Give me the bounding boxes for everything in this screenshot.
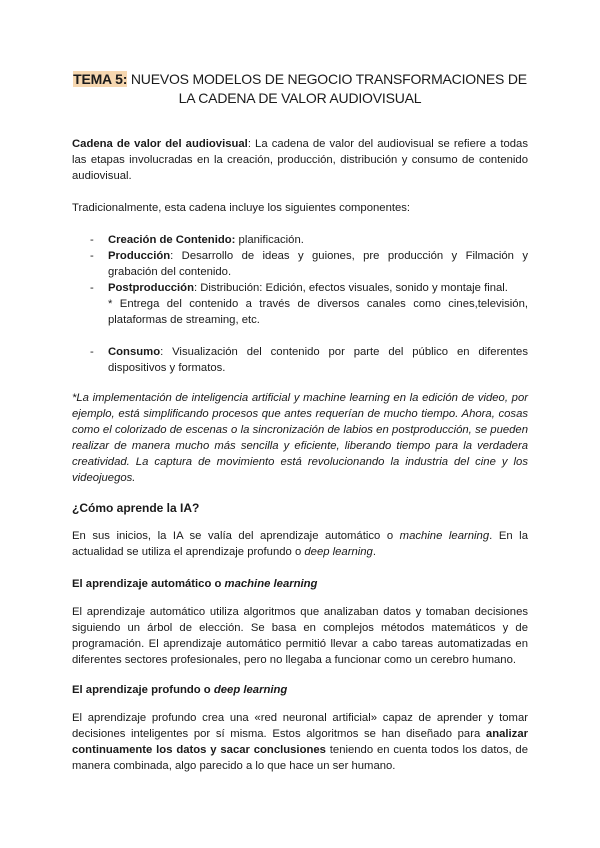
title-line-1: NUEVOS MODELOS DE NEGOCIO TRANSFORMACIONES DE (127, 71, 527, 87)
list-item: - Producción: Desarrollo de ideas y guiones, pre producción y Filmación y grabación del contenido. (90, 250, 528, 278)
page-title (60, 70, 540, 108)
section-heading-ia: ¿Cómo aprende la IA? (72, 501, 200, 515)
section-heading-dl: El aprendizaje profundo o deep learning (72, 684, 288, 696)
topic-label: TEMA 5: (73, 71, 128, 87)
intro-term: Cadena de valor del audiovisual (72, 138, 248, 150)
components-intro: Tradicionalmente, esta cadena incluye los siguientes componentes: (72, 202, 411, 214)
components-list (72, 232, 528, 376)
list-item: - Postproducción: Distribución: Edición, efectos visuales, sonido y montaje final. * Entrega del contenido a través de diversos canales como cines,televisión, plataformas de streaming, etc. (90, 282, 528, 326)
ia-paragraph: En sus inicios, la IA se valía del aprendizaje automático o machine learning. En la actualidad se utiliza el aprendizaje profundo o deep learning. (72, 530, 528, 558)
intro-text: : La cadena de valor del audiovisual se refiere a todas las etapas involucradas en la creación, producción, distribución y consumo de contenido audiovisual. (72, 138, 528, 182)
list-item: - Consumo: Visualización del contenido por parte del público en diferentes dispositivos y formatos. (90, 346, 528, 374)
dl-paragraph: El aprendizaje profundo crea una «red neuronal artificial» capaz de aprender y tomar decisiones inteligentes por sí misma. Estos algoritmos se han diseñado para analizar continuamente los datos y sacar conclusiones teniendo en cuenta todos los datos, de manera combinada, algo parecido a lo que hace un ser humano. (72, 712, 528, 772)
document-body (72, 136, 528, 774)
intro-paragraph (72, 136, 528, 184)
list-item: - Creación de Contenido: planificación. (90, 234, 304, 246)
section-heading-ml: El aprendizaje automático o machine learning (72, 578, 318, 590)
ai-note: *La implementación de inteligencia artificial y machine learning en la edición de video, por ejemplo, está simplificando procesos que antes requerían de mucho tiempo. Ahora, cosas como el colorizado de escenas o la sincronización de labios en postproducción, se pueden realizar de manera mucho más sencilla y eficiente, liberando tiempo para la verdadera creatividad. La captura de movimiento está revolucionando la industria del cine y los videojuegos. (72, 392, 528, 484)
title-line-2: LA CADENA DE VALOR AUDIOVISUAL (178, 90, 422, 106)
ml-paragraph: El aprendizaje automático utiliza algoritmos que analizaban datos y tomaban decisiones siguiendo un árbol de elección. Se basa en complejos métodos matemáticos y de programación. El aprendizaje automático permitió llevar a cabo tareas automatizadas en diferentes sectores profesionales, pero no llegaba a funcionar como un cerebro humano. (72, 606, 528, 666)
postproduccion-note: * Entrega del contenido a través de diversos canales como cines,televisión, plataformas de streaming, etc. (108, 298, 528, 326)
